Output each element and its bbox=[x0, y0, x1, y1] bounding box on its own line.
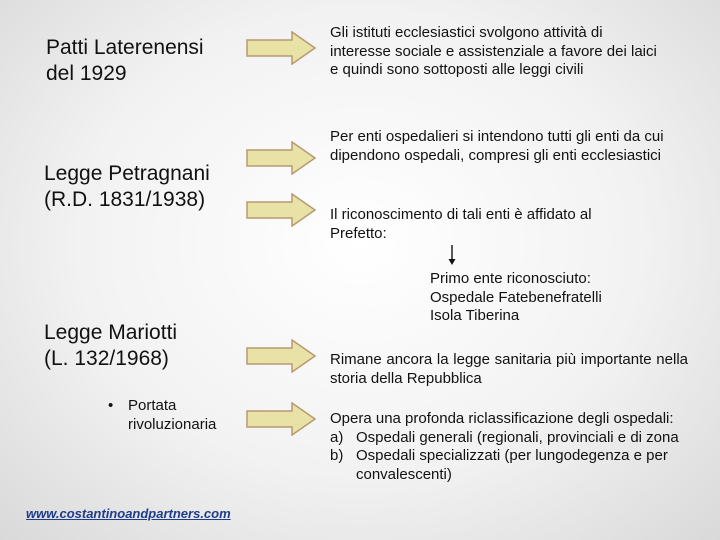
block-istituti-ecclesiastici: Gli istituti ecclesiastici svolgono attività di interesse sociale e assistenziale a favore dei laici e quindi sono sottoposti alle leggi civili bbox=[330, 24, 657, 78]
patti-line-2: del 1929 bbox=[46, 62, 127, 85]
list-marker: a) bbox=[330, 428, 344, 446]
legge-petragnani-title bbox=[44, 161, 210, 213]
bullet-text: Portata rivoluzionaria bbox=[128, 397, 217, 433]
block-riconoscimento: Il riconoscimento di tali enti è affidato al Prefetto: bbox=[330, 206, 592, 242]
mariotti-line-2: (L. 132/1968) bbox=[44, 347, 169, 370]
list-item bbox=[330, 429, 688, 448]
list-marker: b) bbox=[330, 447, 344, 464]
block-riclassificazione bbox=[330, 410, 688, 484]
block-enti-ospedalieri: Per enti ospedalieri si intendono tutti gli enti da cui dipendono ospedali, compresi gli enti ecclesiastici bbox=[330, 128, 664, 164]
primo-ente-line-3: Isola Tiberina bbox=[430, 307, 520, 324]
arrow-right-icon bbox=[246, 402, 316, 436]
legge-mariotti-title bbox=[44, 320, 177, 372]
website-link[interactable]: www.costantinoandpartners.com bbox=[26, 506, 231, 521]
block-primo-ente bbox=[430, 270, 680, 326]
list-item bbox=[330, 447, 688, 484]
bullet-portata bbox=[108, 396, 238, 434]
primo-ente-line-2: Ospedale Fatebenefratelli bbox=[430, 288, 602, 306]
arrow-right-icon bbox=[246, 339, 316, 373]
riclassificazione-intro: Opera una profonda riclassificazione degli ospedali: bbox=[330, 410, 674, 427]
mariotti-line-1: Legge Mariotti bbox=[44, 321, 178, 344]
arrow-right-icon bbox=[246, 31, 316, 65]
ospedali-list bbox=[330, 429, 688, 485]
petragnani-line-2: (R.D. 1831/1938) bbox=[44, 188, 206, 211]
primo-ente-line-1: Primo ente riconosciuto: bbox=[430, 270, 591, 287]
arrow-right-icon bbox=[246, 141, 316, 175]
block-legge-sanitaria: Rimane ancora la legge sanitaria più importante nella storia della Repubblica bbox=[330, 351, 688, 387]
bullet-dot-icon: • bbox=[108, 397, 114, 414]
patti-line-1: Patti Laterenensi bbox=[46, 36, 204, 59]
arrow-right-icon bbox=[246, 193, 316, 227]
patti-laterenensi-title bbox=[46, 35, 204, 87]
petragnani-line-1: Legge Petragnani bbox=[44, 162, 210, 185]
arrow-down-icon bbox=[447, 244, 457, 266]
list-item-text: Ospedali specializzati (per lungodegenza e per convalescenti) bbox=[356, 447, 668, 483]
list-item-text: Ospedali generali (regionali, provinciali e di zona bbox=[356, 428, 679, 446]
